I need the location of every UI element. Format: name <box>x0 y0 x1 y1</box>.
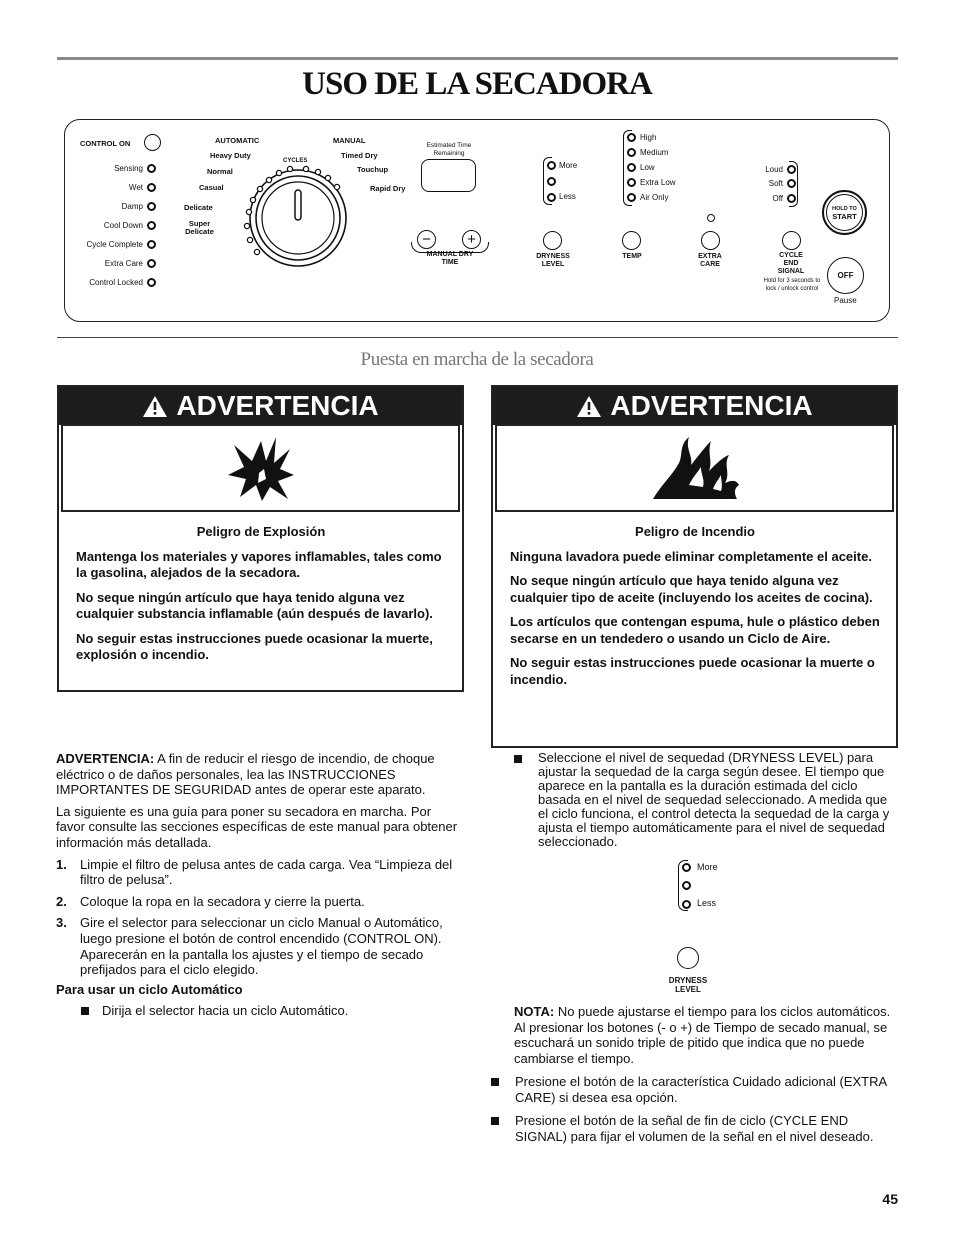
temp-option-label: Air Only <box>640 193 669 202</box>
cycle-selector-dial <box>235 160 365 290</box>
signal-lock-hint: Hold for 3 seconds to lock / unlock control <box>763 278 821 292</box>
bullet-text: Dirija el selector hacia un ciclo Automático. <box>102 1003 349 1019</box>
off-button: OFF <box>827 257 864 294</box>
step-text: Gire el selector para seleccionar un ciclo Manual o Automático, luego presione el botón de control encendido (CONTROL ON). Aparecerán en la pantalla los ajustes y el tiempo de secado prefijados para el ciclo elegido. <box>80 915 443 978</box>
status-light-label: Extra Care <box>104 259 143 268</box>
control-on-button <box>144 134 161 151</box>
auto-cycle-label: Heavy Duty <box>210 151 251 160</box>
step-text: Limpie el filtro de pelusa antes de cada carga. Vea “Limpieza del filtro de pelusa”. <box>80 856 453 888</box>
hold-to-start-inner <box>826 194 863 231</box>
signal-option-label: Soft <box>768 179 783 188</box>
bullet-square-icon <box>514 755 522 763</box>
fire-symbol-frame <box>495 424 894 512</box>
top-rule <box>57 57 898 60</box>
dryness-option-label: Less <box>559 192 576 201</box>
signal-option-label: Off <box>772 194 783 203</box>
note-text: No puede ajustarse el tiempo para los ciclos automáticos. Al presionar los botones (- o +) de Tiempo de secado manual, se escuchará un sonido triple de pitido que indica que no puede cambiarse el tiempo. <box>514 1004 891 1066</box>
page-number: 45 <box>882 1191 898 1207</box>
warning-heading: Peligro de Incendio <box>635 524 755 539</box>
minus-button: − <box>417 230 436 249</box>
bullet-square-icon <box>81 1007 89 1015</box>
bullet-item <box>56 1003 461 1019</box>
status-light-label: Control Locked <box>89 278 143 287</box>
note-label: NOTA: <box>514 1004 555 1019</box>
warning-header-text: ADVERTENCIA <box>176 390 379 421</box>
control-on-label: CONTROL ON <box>80 139 131 148</box>
intro-paragraph: La siguiente es una guía para poner su secadora en marcha. Por favor consulte las secciones específicas de este manual para obtener información más detallada. <box>56 803 458 850</box>
temp-option-label: Medium <box>640 148 669 157</box>
bullet-item <box>514 751 900 849</box>
step-item <box>56 915 461 977</box>
bullet-item <box>491 1074 901 1105</box>
dryness-indicator <box>682 863 691 872</box>
temp-button <box>622 231 641 250</box>
manual-dry-time-label: MANUAL DRY TIME <box>426 251 474 266</box>
step-number: 2. <box>56 893 67 909</box>
cycle-end-signal-button <box>782 231 801 250</box>
warning-paragraph: No seque ningún artículo que haya tenido alguna vez cualquier substancia inflamable (aún después de lavarlo). <box>76 589 433 621</box>
dryness-indicator <box>547 161 556 170</box>
temp-indicator <box>627 163 636 172</box>
status-light-indicator <box>147 278 156 287</box>
note-paragraph <box>514 1004 900 1072</box>
auto-cycle-label: Normal <box>207 167 233 176</box>
section-subtitle: Puesta en marcha de la secadora <box>360 349 594 370</box>
temp-option-label: Extra Low <box>640 178 676 187</box>
warning-paragraph: No seque ningún artículo que haya tenido alguna vez cualquier tipo de aceite (incluyendo los aceites de cocina). <box>510 573 873 605</box>
manual-cycle-label: Touchup <box>357 165 389 174</box>
status-light-indicator <box>147 221 156 230</box>
temp-label: TEMP <box>622 253 642 260</box>
right-column-bullets <box>491 1074 901 1150</box>
warning-header <box>59 387 462 425</box>
plus-button: + <box>462 230 481 249</box>
status-light-label: Sensing <box>114 164 143 173</box>
dryness-indicator <box>547 193 556 202</box>
dryness-indicator <box>547 177 556 186</box>
explosion-icon <box>226 433 296 503</box>
safety-warning-label: ADVERTENCIA: <box>56 751 155 766</box>
temp-indicator <box>627 178 636 187</box>
temp-option-label: High <box>640 133 657 142</box>
status-light-indicator <box>147 164 156 173</box>
warning-paragraph: Ninguna lavadora puede eliminar completamente el aceite. <box>510 548 872 564</box>
warning-paragraph: Mantenga los materiales y vapores inflamables, tales como la gasolina, alejados de la secadora. <box>76 548 442 580</box>
dryness-option-label: More <box>697 862 718 872</box>
status-light-indicator <box>147 259 156 268</box>
safety-warning-paragraph <box>56 751 461 798</box>
status-light-label: Damp <box>121 202 143 211</box>
warning-text-fire <box>510 524 880 696</box>
bullet-text: Presione el botón de la característica Cuidado adicional (EXTRA CARE) si desea esa opción. <box>515 1074 887 1105</box>
bullet-square-icon <box>491 1117 499 1125</box>
start-label: START <box>832 211 857 221</box>
step-item <box>56 894 461 910</box>
pause-label: Pause <box>834 296 857 305</box>
auto-cycle-label: Casual <box>199 183 224 192</box>
hold-to-start-button <box>822 190 867 235</box>
manual-label: MANUAL <box>333 136 366 145</box>
extra-care-button <box>701 231 720 250</box>
warning-triangle-icon <box>142 395 168 418</box>
warning-header <box>493 387 896 425</box>
right-column-bullet1 <box>514 751 900 855</box>
step-number: 3. <box>56 915 67 931</box>
page-title: USO DE LA SECADORA <box>302 66 652 102</box>
warning-box-explosion <box>57 385 464 692</box>
manual-cycle-label: Timed Dry <box>341 151 378 160</box>
dryness-indicator <box>682 900 691 909</box>
bullet-text: Seleccione el nivel de sequedad (DRYNESS LEVEL) para ajustar la sequedad de la carga según desee. El tiempo que aparece en la pantalla es la duración estimada del ciclo basada en el nivel de sequedad seleccionado. A medida que el ciclo funciona, el control detecta la sequedad de la carga y ajusta el tiempo automáticamente para el nivel de sequedad seleccionado. <box>538 750 890 849</box>
status-light-label: Cycle Complete <box>86 240 143 249</box>
auto-cycle-label: Super Delicate <box>185 219 214 236</box>
dryness-level-label: DRYNESS LEVEL <box>668 976 708 994</box>
cycles-label: CYCLES <box>283 158 308 164</box>
safety-warning-text: A fin de reducir el riesgo de incendio, de choque eléctrico o de daños personales, lea las INSTRUCCIONES IMPORTANTES DE SEGURIDAD antes de operar este aparato. <box>56 751 435 798</box>
section-rule <box>57 337 898 338</box>
auto-cycle-label: Delicate <box>184 203 213 212</box>
step-text: Coloque la ropa en la secadora y cierre la puerta. <box>80 893 365 909</box>
status-light-indicator <box>147 202 156 211</box>
warning-paragraph: No seguir estas instrucciones puede ocasionar la muerte o incendio. <box>510 655 875 687</box>
bullet-text: Presione el botón de la señal de fin de ciclo (CYCLE END SIGNAL) para fijar el volumen de la señal en el nivel deseado. <box>515 1113 874 1144</box>
note-text-paragraph <box>514 1004 900 1066</box>
explosion-symbol-frame <box>61 424 460 512</box>
warning-box-fire <box>491 385 898 748</box>
auto-cycle-heading: Para usar un ciclo Automático <box>56 981 243 997</box>
bullet-square-icon <box>491 1078 499 1086</box>
dryness-option-label: More <box>559 161 578 170</box>
temp-option-label: Low <box>640 163 655 172</box>
warning-triangle-icon <box>576 395 602 418</box>
automatic-label: AUTOMATIC <box>215 136 260 145</box>
bullet-item <box>491 1113 901 1144</box>
dryness-level-button <box>543 231 562 250</box>
time-display <box>421 159 476 192</box>
status-light-label: Cool Down <box>103 221 143 230</box>
warning-paragraph: Los artículos que contengan espuma, hule o plástico deben secarse en un tendedero o usando un Ciclo de Aire. <box>510 614 880 646</box>
control-panel-diagram <box>64 119 890 322</box>
temp-indicator <box>627 133 636 142</box>
warning-text-explosion <box>76 524 446 672</box>
temp-indicator <box>627 148 636 157</box>
temp-indicator <box>627 193 636 202</box>
hold-to-label: HOLD TO <box>832 205 857 212</box>
extra-care-label: EXTRA CARE <box>698 253 722 268</box>
step-number: 1. <box>56 856 67 872</box>
signal-bracket <box>789 161 798 207</box>
estimated-time-label: Estimated Time Remaining <box>426 142 472 157</box>
status-light-label: Wet <box>128 183 143 192</box>
warning-heading: Peligro de Explosión <box>196 524 326 539</box>
dryness-level-button <box>677 947 699 969</box>
signal-option-label: Loud <box>765 165 783 174</box>
dryness-level-label: DRYNESS LEVEL <box>536 253 570 268</box>
fire-icon <box>649 433 741 503</box>
status-light-indicator <box>147 183 156 192</box>
manual-cycle-label: Rapid Dry <box>370 184 406 193</box>
dryness-illustration <box>660 856 720 1001</box>
warning-header-text: ADVERTENCIA <box>610 390 813 421</box>
extra-care-indicator <box>707 214 715 222</box>
dryness-option-label: Less <box>697 898 717 908</box>
cycle-end-signal-label: CYCLE END SIGNAL <box>777 252 805 275</box>
status-light-indicator <box>147 240 156 249</box>
step-item <box>56 857 461 888</box>
left-column <box>56 751 461 1025</box>
dryness-indicator <box>682 881 691 890</box>
warning-paragraph: No seguir estas instrucciones puede ocasionar la muerte, explosión o incendio. <box>76 630 433 662</box>
